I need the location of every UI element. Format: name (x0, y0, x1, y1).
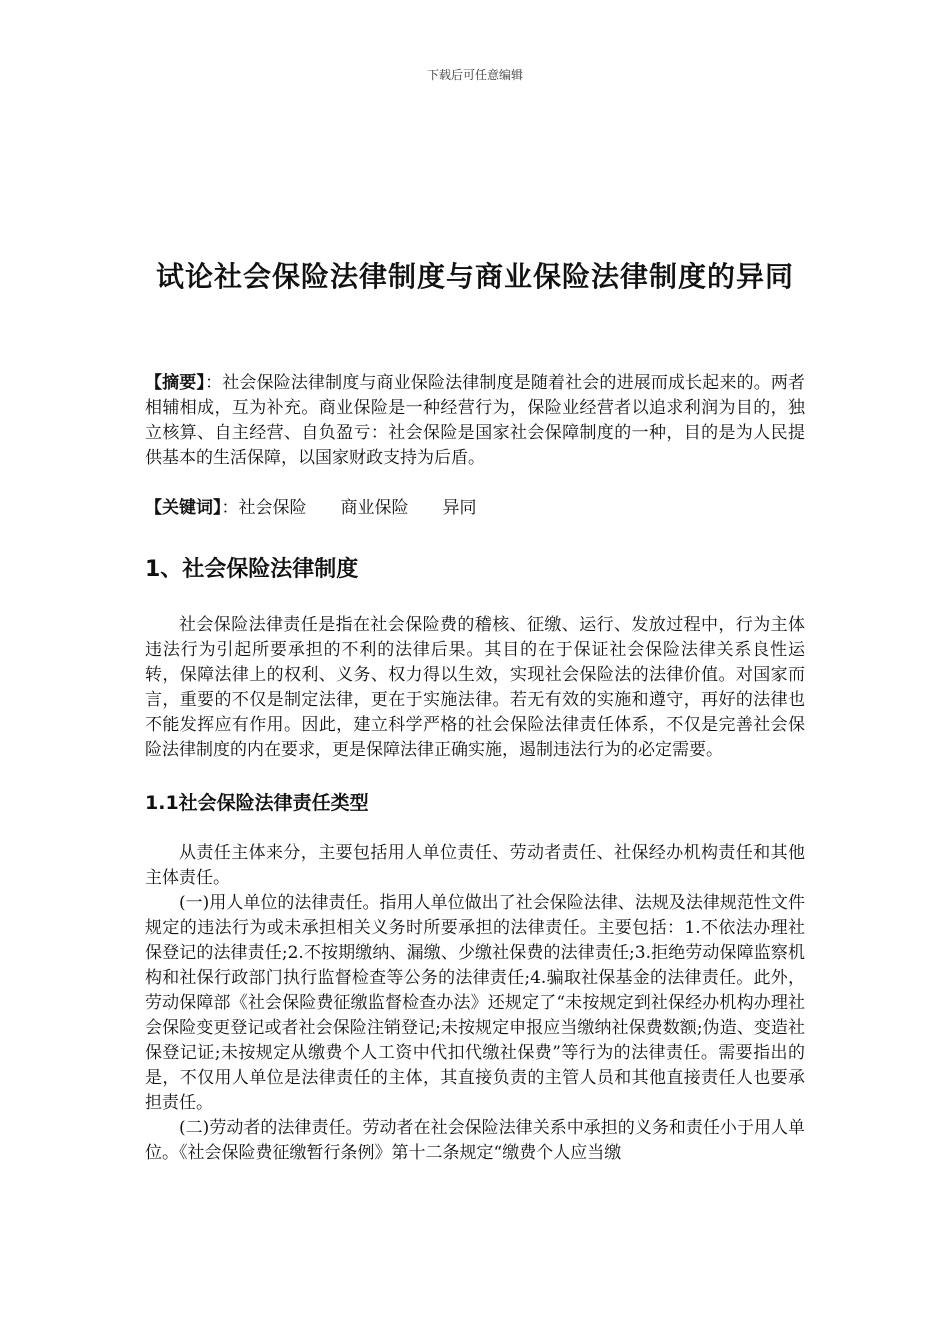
header-note: 下载后可任意编辑 (426, 68, 523, 82)
keywords (145, 496, 805, 521)
paragraph: (一)用人单位的法律责任。指用人单位做出了社会保险法律、法规及法律规范性文件规定的违法行为或未承担相关义务时所要承担的法律责任。主要包括：1.不依法办理社保登记的法律责任;2.不按期缴纳、漏缴、少缴社保费的法律责任;3.拒绝劳动保障监察机构和社保行政部门执行监督检查等公务的法律责任;4.骗取社保基金的法律责任。此外，劳动保障部《社会保险费征缴监督检查办法》还规定了“未按规定到社保经办机构办理社会保险变更登记或者社会保险注销登记;未按规定申报应当缴纳社保费数额;伪造、变造社保登记证;未按规定从缴费个人工资中代扣代缴社保费”等行为的法律责任。需要指出的是，不仅用人单位是法律责任的主体，其直接负责的主管人员和其他直接责任人也要承担责任。 (145, 893, 805, 1113)
keywords-sep: ： (221, 498, 239, 518)
keyword-item: 社会保险 (238, 498, 307, 518)
keywords-label: 【关键词】 (145, 498, 222, 518)
paragraph: 社会保险法律责任是指在社会保险费的稽核、征缴、运行、发放过程中，行为主体违法行为引起所要承担的不利的法律后果。其目的在于保证社会保险法律关系良性运转，保障法律上的权利、义务、权力得以生效，实现社会保险法的法律价值。对国家而言，重要的不仅是制定法律，更在于实施法律。若无有效的实施和遵守，再好的法律也不能发挥应有作用。因此，建立科学严格的社会保险法律责任体系，不仅是完善社会保险法律制度的内在要求，更是保障法律正确实施，遏制违法行为的必定需要。 (145, 615, 805, 760)
document-title: 试论社会保险法律制度与商业保险法律制度的异同 (155, 260, 794, 293)
abstract-text: 社会保险法律制度与商业保险法律制度是随着社会的进展而成长起来的。两者相辅相成，互为补充。商业保险是一种经营行为，保险业经营者以追求利润为目的，独立核算、自主经营、自负盈亏：社会保险是国家社会保障制度的一种，目的是为人民提供基本的生活保障，以国家财政支持为后盾。 (145, 373, 806, 468)
abstract-label: 【摘要】 (145, 373, 206, 393)
keyword-item: 异同 (442, 498, 477, 518)
paragraph: (二)劳动者的法律责任。劳动者在社会保险法律关系中承担的义务和责任小于用人单位。《社会保险费征缴暂行条例》第十二条规定“缴费个人应当缴 (145, 1118, 805, 1163)
document-body (145, 371, 805, 1166)
paragraph: 从责任主体来分，主要包括用人单位责任、劳动者责任、社保经办机构责任和其他主体责任。 (145, 843, 805, 888)
abstract (145, 371, 805, 471)
section-heading: 1、社会保险法律制度 (145, 557, 359, 582)
keyword-item: 商业保险 (340, 498, 409, 518)
subsection-heading: 1.1社会保险法律责任类型 (145, 792, 369, 814)
abstract-sep: ： (205, 373, 223, 393)
